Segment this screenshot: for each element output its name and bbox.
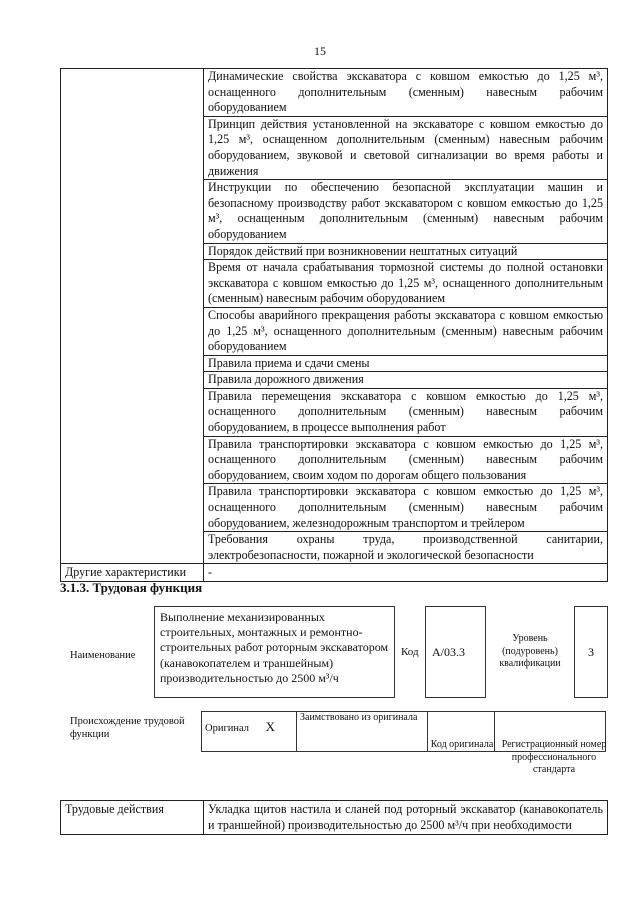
labor-actions-label: Трудовые действия bbox=[61, 801, 204, 835]
page-number: 15 bbox=[314, 44, 326, 58]
table-row bbox=[61, 801, 608, 835]
code-label: Код bbox=[401, 646, 419, 658]
requirement-cell: Принцип действия установленной на экскаваторе с ковшом емкостью до 1,25 м³, оснащенном дополнительным (сменным) навесным рабочим оборудованием, звуковой и световой сигнализации во время работы и движения bbox=[204, 116, 608, 179]
requirement-cell: Время от начала срабатывания тормозной системы до полной остановки экскаватора с ковшом емкостью до 1,25 м³, оснащенного дополнительным (сменным) навесным рабочим оборудованием bbox=[204, 260, 608, 308]
requirement-cell: Правила дорожного движения bbox=[204, 372, 608, 389]
original-cell bbox=[202, 712, 297, 752]
requirement-cell: Способы аварийного прекращения работы экскаватора с ковшом емкостью до 1,25 м³, оснащенного дополнительным (сменным) навесным рабочим оборудованием bbox=[204, 307, 608, 355]
requirement-cell: Правила транспортировки экскаватора с ковшом емкостью до 1,25 м³, оснащенного дополнительным (сменным) навесным рабочим оборудованием, железнодорожным транспортом и трейлером bbox=[204, 484, 608, 532]
original-label: Оригинал bbox=[205, 723, 249, 734]
original-mark: X bbox=[265, 719, 276, 734]
qualification-label: Уровень (подуровень) квалификации bbox=[499, 633, 561, 669]
requirement-cell: Динамические свойства экскаватора с ковшом емкостью до 1,25 м³, оснащенного дополнительным (сменным) навесным рабочим оборудованием bbox=[204, 69, 608, 117]
code-value-box bbox=[425, 606, 486, 698]
requirements-table bbox=[60, 68, 608, 582]
name-label: Наименование bbox=[70, 650, 136, 661]
function-name-box: Выполнение механизированных строительных, монтажных и ремонтно-строительных работ роторным экскаватором (канавокопателем и траншейным) производительностью до 2500 м³/ч bbox=[154, 606, 395, 698]
table-row bbox=[61, 69, 608, 117]
requirement-cell: Требования охраны труда, производственной санитарии, электробезопасности, пожарной и экологической безопасности bbox=[204, 532, 608, 564]
qualification-value-box bbox=[574, 606, 608, 698]
code-original-caption: Код оригинала bbox=[430, 739, 494, 750]
requirement-cell: Правила перемещения экскаватора с ковшом емкостью до 1,25 м³, оснащенного дополнительным (сменным) навесным рабочим оборудованием, в процессе выполнения работ bbox=[204, 388, 608, 436]
labor-actions-table bbox=[60, 800, 608, 835]
code-value: А/03.3 bbox=[432, 645, 465, 659]
row-label-cell bbox=[61, 69, 204, 564]
qualification-value: 3 bbox=[588, 645, 594, 659]
borrowed-cell: Заимствовано из оригинала bbox=[297, 712, 428, 752]
labor-action-cell: Укладка щитов настила и сланей под роторный экскаватор (канавокопатель и траншейной) производительностью до 2500 м³/ч при необходимости bbox=[204, 801, 608, 835]
section-heading: 3.1.3. Трудовая функция bbox=[60, 580, 203, 595]
requirement-cell: Инструкции по обеспечению безопасной эксплуатации машин и безопасному производству работ экскаватором с ковшом емкостью до 1,25 м³, оснащенным дополнительным (сменным) навесным рабочим оборудованием bbox=[204, 180, 608, 243]
other-characteristics-value: - bbox=[204, 564, 608, 582]
reg-number-caption: Регистрационный номер профессионального стандарта bbox=[501, 739, 607, 775]
other-characteristics-label: Другие характеристики bbox=[61, 564, 204, 582]
table-row-other bbox=[61, 564, 608, 582]
requirement-cell: Правила транспортировки экскаватора с ковшом емкостью до 1,25 м³, оснащенного дополнительным (сменным) навесным рабочим оборудованием, своим ходом по дорогам общего пользования bbox=[204, 436, 608, 484]
origin-label: Происхождение трудовой функции bbox=[70, 716, 185, 740]
requirement-cell: Порядок действий при возникновении нештатных ситуаций bbox=[204, 243, 608, 260]
requirement-cell: Правила приема и сдачи смены bbox=[204, 355, 608, 372]
